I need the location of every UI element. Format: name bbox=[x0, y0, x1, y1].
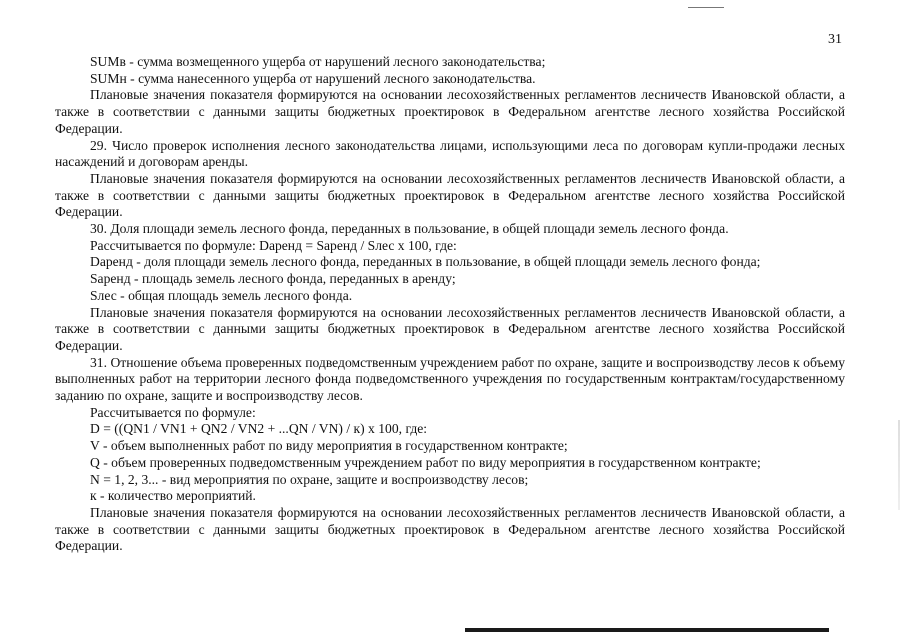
paragraph-item-30: 30. Доля площади земель лесного фонда, переданных в пользование, в общей площади земель лесного фонда. bbox=[90, 221, 729, 237]
paragraph-k-definition: к - количество мероприятий. bbox=[90, 488, 256, 504]
paragraph-v-definition: V - объем выполненных работ по виду мероприятия в государственном контракте; bbox=[90, 438, 568, 454]
paragraph-formula-label-31: Рассчитывается по формуле: bbox=[90, 404, 256, 420]
paragraph-sumn: SUMн - сумма нанесенного ущерба от нарушений лесного законодательства. bbox=[90, 70, 536, 86]
paragraph-sarend: Sаренд - площадь земель лесного фонда, переданных в аренду; bbox=[90, 271, 456, 287]
top-rule bbox=[688, 7, 724, 8]
paragraph-n-definition: N = 1, 2, 3... - вид мероприятия по охране, защите и воспроизводству лесов; bbox=[90, 471, 529, 487]
paragraph-plan-values-1: Плановые значения показателя формируются на основании лесохозяйственных регламентов лесничеств Ивановской области, а также в соответствии с данными защиты бюджетных проектировок в Федеральном агентстве лесного хозяйства Российской Федерации. bbox=[55, 87, 845, 136]
paragraph-sles: Sлес - общая площадь земель лесного фонда. bbox=[90, 287, 353, 303]
paragraph-plan-values-4: Плановые значения показателя формируются на основании лесохозяйственных регламентов лесничеств Ивановской области, а также в соответствии с данными защиты бюджетных проектировок в Федеральном агентстве лесного хозяйства Российской Федерации. bbox=[55, 504, 845, 554]
bottom-scan-bar bbox=[465, 628, 829, 632]
paragraph-sumv: SUMв - сумма возмещенного ущерба от нарушений лесного законодательства; bbox=[90, 54, 546, 69]
paragraph-item-29: 29. Число проверок исполнения лесного законодательства лицами, использующими леса по договорам купли-продажи лесных насаждений и договорам аренды. bbox=[55, 137, 845, 170]
paragraph-formula-30: Рассчитывается по формуле: Dаренд = Sаренд / Sлес х 100, где: bbox=[90, 237, 457, 253]
paragraph-formula-31: D = ((QN1 / VN1 + QN2 / VN2 + ...QN / VN) / к) х 100, где: bbox=[90, 421, 428, 437]
paragraph-q-definition: Q - объем проверенных подведомственным учреждением работ по виду мероприятия в государственном контракте; bbox=[90, 454, 761, 470]
document-body bbox=[55, 54, 845, 555]
paragraph-item-31: 31. Отношение объема проверенных подведомственным учреждением работ по охране, защите и воспроизводству лесов к объему выполненных работ на территории лесного фонда подведомственного учреждения по государственным контрактам/государственному заданию по охране, защите и воспроизводству лесов. bbox=[55, 354, 845, 404]
page-number: 31 bbox=[828, 32, 842, 47]
paragraph-plan-values-2: Плановые значения показателя формируются на основании лесохозяйственных регламентов лесничеств Ивановской области, а также в соответствии с данными защиты бюджетных проектировок в Федеральном агентстве лесного хозяйства Российской Федерации. bbox=[55, 170, 845, 220]
scan-edge-mark bbox=[898, 420, 900, 510]
paragraph-plan-values-3: Плановые значения показателя формируются на основании лесохозяйственных регламентов лесничеств Ивановской области, а также в соответствии с данными защиты бюджетных проектировок в Федеральном агентстве лесного хозяйства Российской Федерации. bbox=[55, 304, 845, 353]
paragraph-darend: Dаренд - доля площади земель лесного фонда, переданных в пользование, в общей площади земель лесного фонда; bbox=[90, 254, 761, 270]
